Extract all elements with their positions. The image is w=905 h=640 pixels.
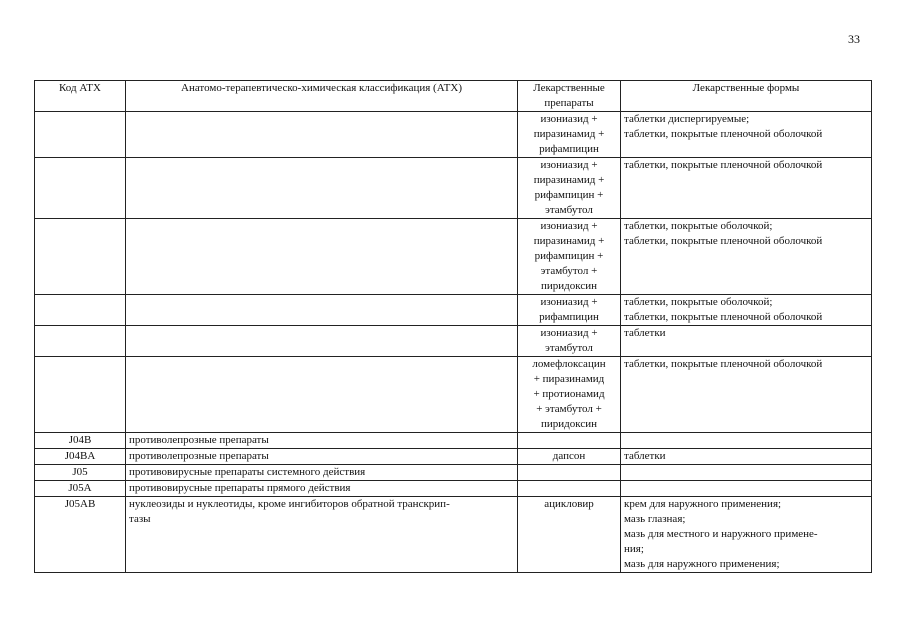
cell-drug: [518, 465, 621, 481]
cell-code: [35, 158, 126, 219]
table-row: [35, 357, 872, 433]
cell-code: [35, 295, 126, 326]
cell-drug-line: рифампицин: [539, 143, 599, 155]
cell-forms-line: таблетки, покрытые пленочной оболочкой: [624, 358, 823, 370]
table-row: [35, 449, 872, 465]
cell-forms-line: мазь для наружного применения;: [624, 558, 780, 570]
cell-drug-line: изониазид +: [540, 296, 598, 308]
cell-classification: [126, 497, 518, 573]
cell-forms-line: таблетки диспергируемые;: [624, 113, 750, 125]
cell-forms-line: таблетки, покрытые оболочкой;: [624, 296, 773, 308]
cell-drug-line: ломефлоксацин: [532, 358, 606, 370]
cell-drug: [518, 449, 621, 465]
cell-classification: [126, 295, 518, 326]
header-drugs-line: Лекарственные: [533, 82, 605, 94]
cell-forms-line: ния;: [624, 543, 644, 555]
cell-classification-line: тазы: [129, 513, 151, 525]
cell-drug-line: рифампицин +: [534, 189, 604, 201]
table-row: [35, 497, 872, 573]
cell-classification-line: нуклеозиды и нуклеотиды, кроме ингибиторов обратной транскрип-: [129, 498, 450, 510]
table-row: [35, 112, 872, 158]
cell-forms: [621, 465, 872, 481]
cell-forms: [621, 357, 872, 433]
cell-forms-line: таблетки: [624, 327, 666, 339]
cell-forms: [621, 497, 872, 573]
page-number: 33: [848, 32, 860, 46]
cell-drug: [518, 326, 621, 357]
cell-drug-line: + пиразинамид: [533, 373, 605, 385]
cell-forms-line: таблетки, покрытые пленочной оболочкой: [624, 128, 823, 140]
cell-forms: [621, 481, 872, 497]
cell-forms-line: таблетки, покрытые пленочной оболочкой: [624, 311, 823, 323]
cell-code: [35, 112, 126, 158]
cell-drug-line: ацикловир: [544, 498, 594, 510]
cell-drug-line: дапсон: [552, 450, 586, 462]
table-row: [35, 158, 872, 219]
table-row: [35, 326, 872, 357]
cell-classification: [126, 481, 518, 497]
cell-drug-line: рифампицин: [539, 311, 599, 323]
atx-table: [34, 80, 872, 573]
cell-classification: [126, 433, 518, 449]
cell-code: J04B: [35, 433, 126, 449]
header-classification: Анатомо-терапевтическо-химическая классификация (АТХ): [126, 81, 518, 112]
cell-forms: [621, 219, 872, 295]
cell-classification: [126, 357, 518, 433]
cell-forms-line: таблетки: [624, 450, 666, 462]
table-header-row: [35, 81, 872, 112]
cell-drug-line: этамбутол: [545, 204, 593, 216]
cell-drug: [518, 295, 621, 326]
cell-classification: [126, 465, 518, 481]
cell-drug-line: пиразинамид +: [533, 235, 605, 247]
cell-drug-line: рифампицин +: [534, 250, 604, 262]
table-row: [35, 433, 872, 449]
cell-forms-line: крем для наружного применения;: [624, 498, 782, 510]
cell-forms: [621, 326, 872, 357]
cell-code: [35, 326, 126, 357]
cell-classification-line: противолепрозные препараты: [129, 434, 269, 446]
cell-drug-line: изониазид +: [540, 159, 598, 171]
cell-classification-line: противовирусные препараты прямого действия: [129, 482, 351, 494]
cell-drug-line: пиразинамид +: [533, 128, 605, 140]
cell-drug-line: + протионамид: [533, 388, 605, 400]
cell-classification: [126, 219, 518, 295]
cell-forms: [621, 449, 872, 465]
cell-code: J05AB: [35, 497, 126, 573]
cell-classification: [126, 158, 518, 219]
cell-drug: [518, 481, 621, 497]
table-row: [35, 465, 872, 481]
cell-drug: [518, 112, 621, 158]
cell-forms: [621, 112, 872, 158]
cell-forms-line: таблетки, покрытые оболочкой;: [624, 220, 773, 232]
cell-code: J05: [35, 465, 126, 481]
cell-drug: [518, 158, 621, 219]
cell-classification: [126, 112, 518, 158]
cell-code: J05A: [35, 481, 126, 497]
cell-forms-line: мазь для местного и наружного примене-: [624, 528, 818, 540]
cell-drug-line: этамбутол: [545, 342, 593, 354]
cell-drug-line: изониазид +: [540, 220, 598, 232]
cell-forms-line: мазь глазная;: [624, 513, 686, 525]
cell-classification-line: противовирусные препараты системного действия: [129, 466, 366, 478]
header-code: Код АТХ: [35, 81, 126, 112]
cell-forms-line: таблетки, покрытые пленочной оболочкой: [624, 159, 823, 171]
header-drugs-line: препараты: [544, 97, 594, 109]
cell-forms: [621, 433, 872, 449]
cell-drug-line: пиразинамид +: [533, 174, 605, 186]
cell-drug-line: пиридоксин: [541, 280, 597, 292]
cell-classification: [126, 326, 518, 357]
cell-drug-line: этамбутол +: [540, 265, 598, 277]
cell-drug: [518, 219, 621, 295]
cell-forms-line: таблетки, покрытые пленочной оболочкой: [624, 235, 823, 247]
cell-classification: [126, 449, 518, 465]
table-row: [35, 295, 872, 326]
cell-drug-line: пиридоксин: [541, 418, 597, 430]
cell-drug-line: изониазид +: [540, 327, 598, 339]
header-forms: Лекарственные формы: [621, 81, 872, 112]
cell-code: [35, 219, 126, 295]
header-drugs: [518, 81, 621, 112]
cell-forms: [621, 295, 872, 326]
cell-drug: [518, 433, 621, 449]
table-row: [35, 219, 872, 295]
cell-drug: [518, 497, 621, 573]
cell-code: [35, 357, 126, 433]
cell-forms: [621, 158, 872, 219]
cell-drug-line: изониазид +: [540, 113, 598, 125]
cell-classification-line: противолепрозные препараты: [129, 450, 269, 462]
cell-drug-line: + этамбутол +: [536, 403, 602, 415]
cell-code: J04BA: [35, 449, 126, 465]
cell-drug: [518, 357, 621, 433]
table-row: [35, 481, 872, 497]
